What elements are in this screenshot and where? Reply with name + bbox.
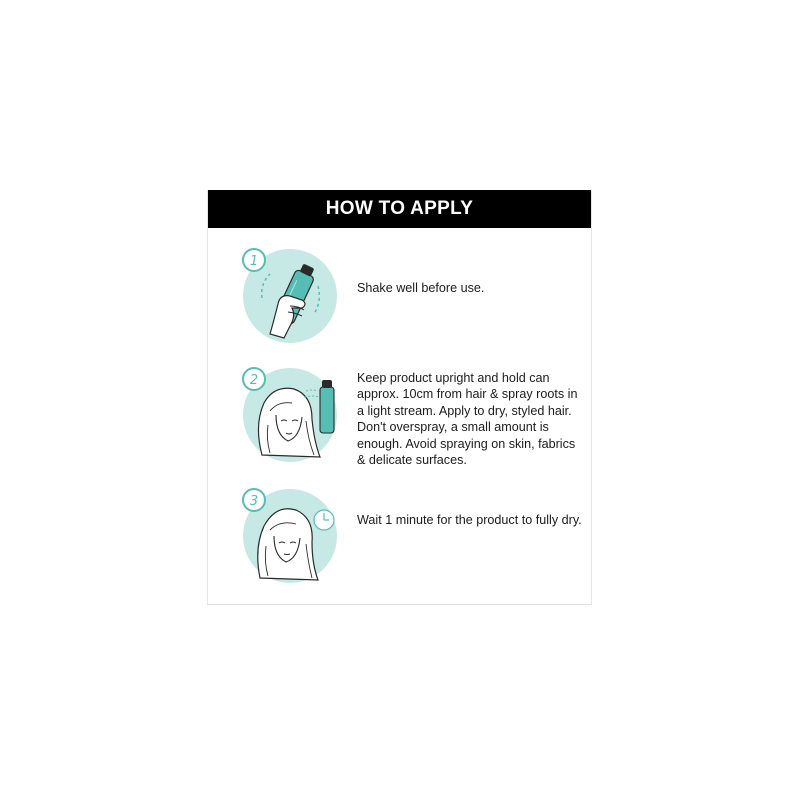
step-2-number: 2 [249,373,259,388]
how-to-apply-banner [208,190,591,228]
step-3 [240,486,580,586]
wait-minute-illustration [240,486,340,586]
step-2-text: Keep product upright and hold can approx. 10cm from hair & spray roots in a light stream. Apply to dry, styled hair. Don't overspray, a small amount is enough. Avoid spraying on skin, fabrics & delicate surfaces. [357,371,578,468]
step-3-number: 3 [249,494,259,509]
step-2 [240,365,580,468]
banner-title: HOW TO APPLY [325,198,474,219]
shake-can-illustration [240,246,340,346]
step-1-number: 1 [249,254,259,269]
step-3-text: Wait 1 minute for the product to fully dry. [357,513,582,527]
step-1-text: Shake well before use. [357,281,485,295]
spray-hair-illustration [240,365,340,465]
step-1 [240,246,580,346]
how-to-apply-card [207,190,592,605]
